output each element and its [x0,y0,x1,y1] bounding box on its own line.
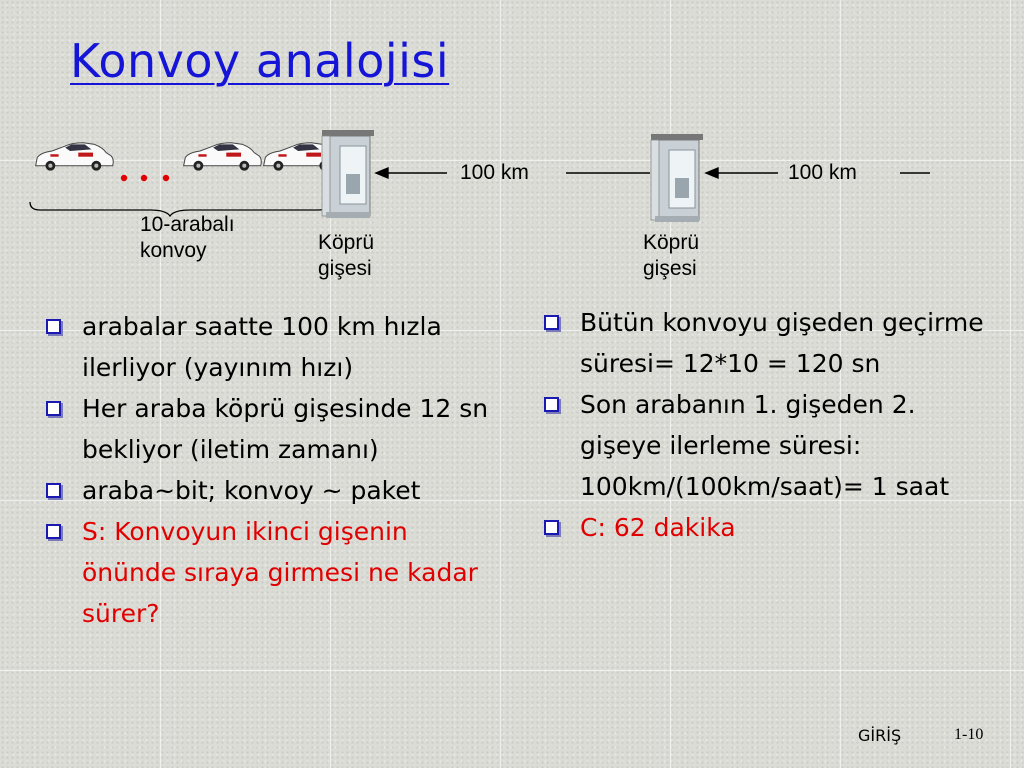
bullet-item: arabalar saatte 100 km hızla ilerliyor (yayınım hızı) [44,306,500,388]
toll-booth-icon [322,130,374,218]
distance-label: 100 km [460,161,529,184]
convoy-label: 10-arabalı konvoy [140,213,235,262]
bullet-box-icon [46,401,61,416]
bullet-item: Son arabanın 1. gişeden 2. gişeye ilerleme süresi: 100km/(100km/saat)= 1 saat [542,384,992,507]
bullet-item: Her araba köprü gişesinde 12 sn bekliyor (iletim zamanı) [44,388,500,470]
toll-booth-icon [651,134,703,222]
slide-title: Konvoy analojisi [70,34,450,88]
booth-label: Köprü gişesi [318,231,375,280]
bullet-box-icon [544,520,559,535]
bullet-box-icon [46,524,61,539]
booth-label: Köprü gişesi [643,231,700,280]
right-bullet-list [542,302,992,548]
bullet-item: araba~bit; konvoy ~ paket [44,470,500,511]
convoy-diagram [0,120,1024,300]
distance-label: 100 km [788,161,857,184]
bullet-box-icon [544,397,559,412]
footer-section: GİRİŞ [858,726,902,745]
answer-bullet-item: C: 62 dakika [542,507,992,548]
car-icon [184,143,262,171]
question-bullet-item: S: Konvoyun ikinci gişenin önünde sıraya girmesi ne kadar sürer? [44,511,500,634]
ellipsis-icon [121,175,169,181]
bullet-box-icon [46,319,61,334]
left-bullet-list [44,306,500,634]
page-number: 1-10 [954,726,984,743]
car-icon [36,143,114,171]
bullet-box-icon [46,483,61,498]
bullet-item: Bütün konvoyu gişeden geçirme süresi= 12*10 = 120 sn [542,302,992,384]
bullet-box-icon [544,315,559,330]
